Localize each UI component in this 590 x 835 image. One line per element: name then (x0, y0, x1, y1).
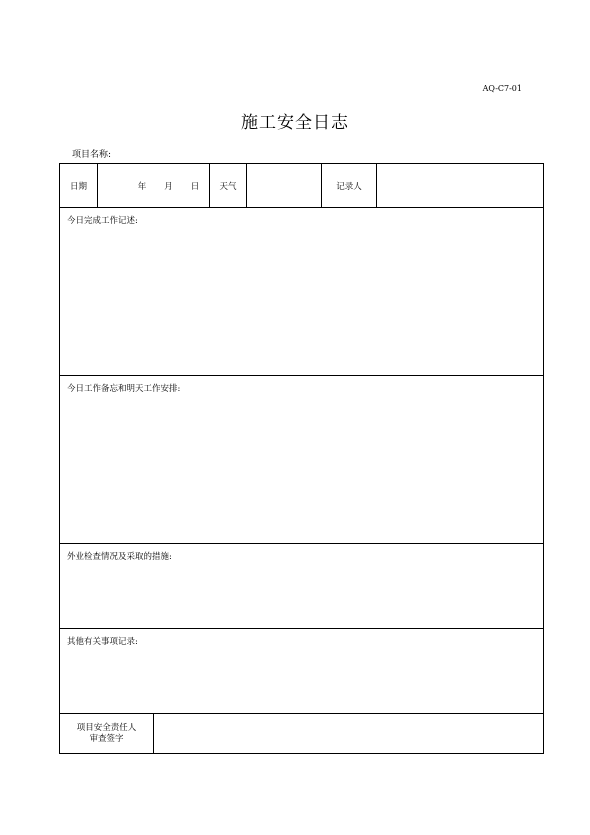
other-matters-section[interactable] (60, 628, 543, 713)
page-title: 施工安全日志 (241, 113, 349, 133)
memo-plan-section[interactable] (60, 375, 543, 543)
signature-row (60, 713, 543, 753)
recorder-label-cell (321, 164, 376, 207)
form-code: AQ-C7-01 (482, 84, 522, 93)
recorder-label: 记录人 (336, 181, 362, 192)
weather-value-cell[interactable] (246, 164, 321, 207)
signature-label-line1: 项目安全责任人 (76, 722, 137, 733)
recorder-value-cell[interactable] (376, 164, 543, 207)
signature-label-line2: 审查签字 (89, 733, 124, 744)
date-label-cell (60, 164, 97, 207)
safety-log-form (59, 163, 544, 754)
signature-value-cell[interactable] (153, 714, 543, 753)
weather-label-cell (209, 164, 246, 207)
inspection-section[interactable] (60, 543, 543, 628)
today-work-section[interactable] (60, 207, 543, 375)
header-row (60, 164, 543, 207)
month-label: 月 (164, 181, 173, 192)
other-matters-label: 其他有关事项记录: (67, 637, 138, 647)
signature-label-cell (60, 714, 153, 753)
weather-label: 天气 (219, 181, 237, 192)
project-name-label: 项目名称: (72, 150, 112, 160)
day-label: 日 (190, 181, 200, 192)
today-work-label: 今日完成工作记述: (67, 216, 138, 226)
inspection-label: 外业检查情况及采取的措施: (67, 552, 172, 562)
memo-plan-label: 今日工作备忘和明天工作安排: (67, 384, 181, 394)
year-label: 年 (137, 181, 147, 192)
date-value-cell[interactable] (97, 164, 209, 207)
date-label: 日期 (69, 181, 87, 192)
